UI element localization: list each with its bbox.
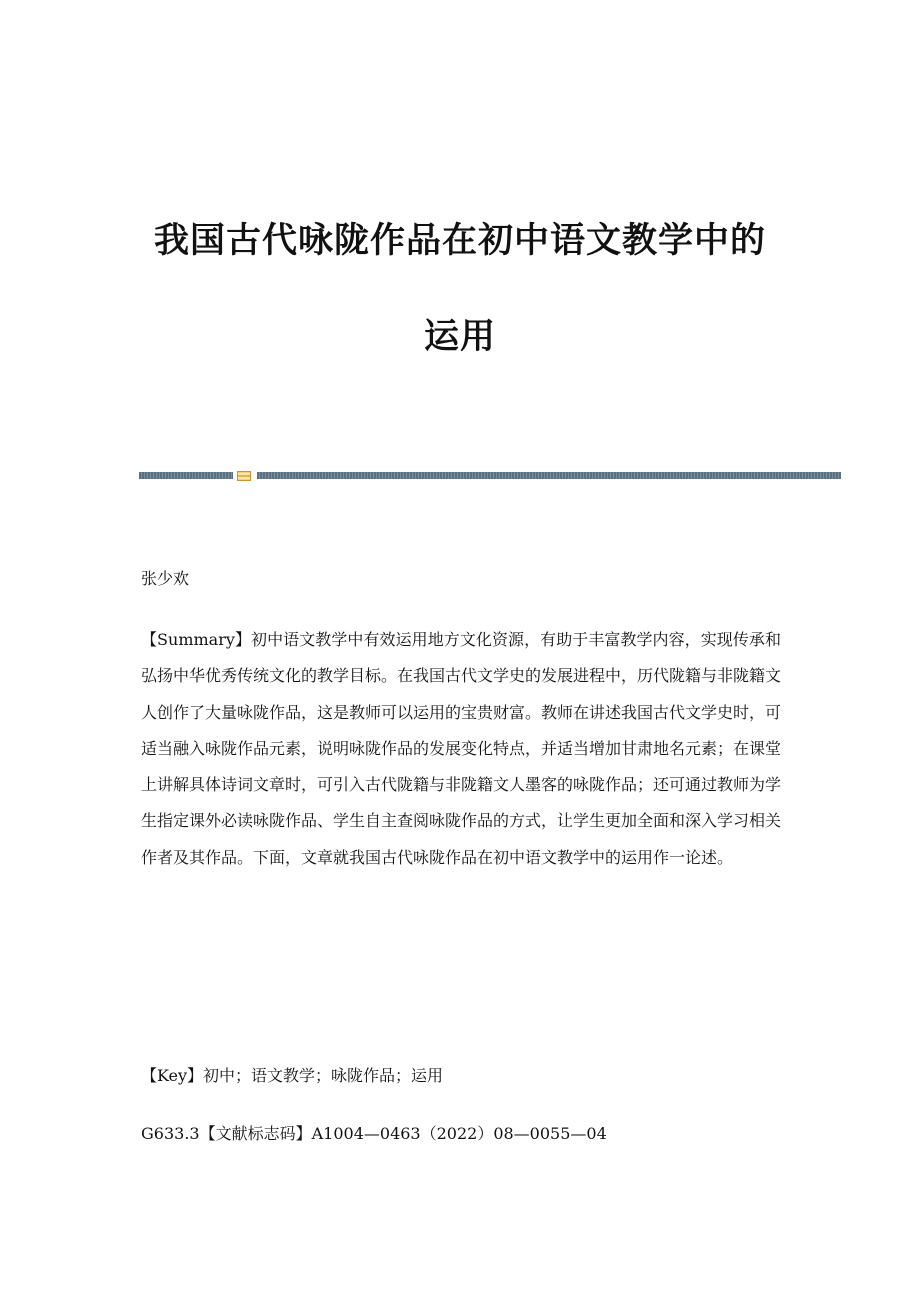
decorative-divider xyxy=(139,471,841,481)
keywords-label: 【Key】 xyxy=(141,1066,204,1085)
paper-title-line-2: 运用 xyxy=(423,317,496,357)
paper-title-line-1: 我国古代咏陇作品在初中语文教学中的 xyxy=(153,221,766,261)
abstract xyxy=(141,622,781,876)
keywords-text: 初中；语文教学；咏陇作品；运用 xyxy=(203,1066,444,1085)
abstract-text: 初中语文教学中有效运用地方文化资源，有助于丰富教学内容，实现传承和弘扬中华优秀传统文化的教学目标。在我国古代文学史的发展进程中，历代陇籍与非陇籍文人创作了大量咏陇作品，这是教师可以运用的宝贵财富。教师在讲述我国古代文学史时，可适当融入咏陇作品元素，说明咏陇作品的发展变化特点，并适当增加甘肃地名元素；在课堂上讲解具体诗词文章时，可引入古代陇籍与非陇籍文人墨客的咏陇作品；还可通过教师为学生指定课外必读咏陇作品、学生自主查阅咏陇作品的方式，让学生更加全面和深入学习相关作者及其作品。下面，文章就我国古代咏陇作品在初中语文教学中的运用作一论述。 xyxy=(141,630,782,867)
keywords xyxy=(141,1065,781,1087)
divider-bar-right xyxy=(257,472,841,479)
document-code: A1004—0463（2022）08—0055—04 xyxy=(311,1124,607,1143)
classification-line xyxy=(141,1123,781,1145)
document-code-label: 【文献标志码】 xyxy=(199,1124,312,1143)
author-name: 张少欢 xyxy=(141,569,190,588)
divider-emblem-icon xyxy=(237,471,251,481)
clc-number: G633.3 xyxy=(141,1124,200,1143)
abstract-label: 【Summary】 xyxy=(141,630,252,649)
divider-bar-left xyxy=(139,472,233,479)
